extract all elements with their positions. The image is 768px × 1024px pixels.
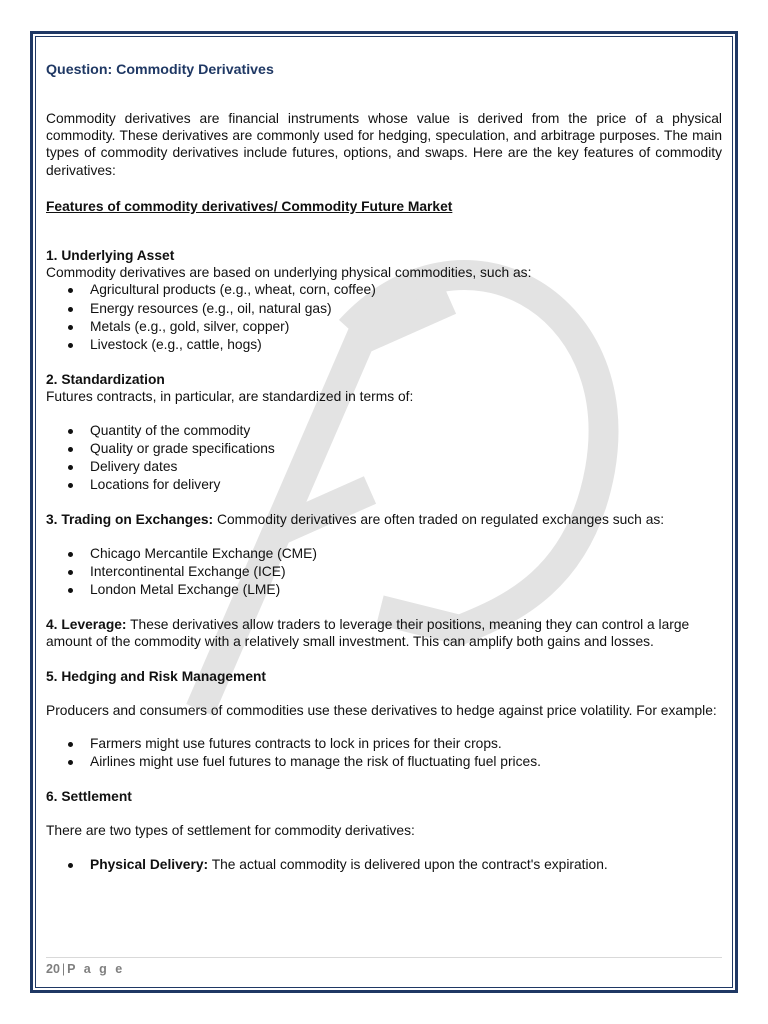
- hedging-text: Producers and consumers of commodities use these derivatives to hedge against price volatility. For example:: [46, 702, 717, 718]
- bullet-icon: [68, 483, 73, 488]
- list-item: Agricultural products (e.g., wheat, corn, coffee): [90, 281, 722, 299]
- bullet-icon: [68, 552, 73, 557]
- list-item: Farmers might use futures contracts to lock in prices for their crops.: [90, 735, 722, 753]
- footer-divider: [46, 957, 722, 958]
- bullet-icon: [68, 570, 73, 575]
- list-item: Physical Delivery: The actual commodity is delivered upon the contract's expiration.: [90, 856, 722, 874]
- standardization-list: [46, 422, 722, 495]
- hedging-heading: 5. Hedging and Risk Management: [46, 668, 267, 684]
- list-item: Energy resources (e.g., oil, natural gas): [90, 300, 722, 318]
- list-item: Locations for delivery: [90, 476, 722, 494]
- underlying-asset-text: Commodity derivatives are based on underlying physical commodities, such as:: [46, 265, 532, 281]
- page-label: P a g e: [67, 962, 125, 976]
- page-title: Question: Commodity Derivatives: [46, 62, 274, 78]
- list-item: Metals (e.g., gold, silver, copper): [90, 318, 722, 336]
- settlement-heading: 6. Settlement: [46, 789, 132, 805]
- trading-exchanges-heading: 3. Trading on Exchanges:: [46, 512, 214, 528]
- list-item: Quantity of the commodity: [90, 422, 722, 440]
- underlying-asset-list: [46, 281, 722, 354]
- bullet-icon: [68, 325, 73, 330]
- list-item: Intercontinental Exchange (ICE): [90, 563, 722, 581]
- list-item: Chicago Mercantile Exchange (CME): [90, 545, 722, 563]
- exchanges-list: [46, 545, 722, 600]
- underlying-asset-heading: 1. Underlying Asset: [46, 248, 175, 264]
- bullet-icon: [68, 465, 73, 470]
- bullet-icon: [68, 307, 73, 312]
- bullet-icon: [68, 742, 73, 747]
- settlement-list: [46, 856, 722, 874]
- bullet-icon: [68, 429, 73, 434]
- list-item: Livestock (e.g., cattle, hogs): [90, 336, 722, 354]
- settlement-text: There are two types of settlement for commodity derivatives:: [46, 823, 415, 839]
- page-number: 20: [46, 962, 60, 976]
- list-item: Airlines might use fuel futures to manage the risk of fluctuating fuel prices.: [90, 753, 722, 771]
- bullet-icon: [68, 343, 73, 348]
- bullet-icon: [68, 760, 73, 765]
- list-item: Quality or grade specifications: [90, 440, 722, 458]
- intro-paragraph: Commodity derivatives are financial instruments whose value is derived from the price of a physical commodity. These derivatives are commonly used for hedging, speculation, and arbitrage purposes. The main types of commodity derivatives include futures, options, and swaps. Here are the key features of commodity derivatives:: [46, 111, 722, 178]
- leverage-heading: 4. Leverage:: [46, 617, 127, 633]
- standardization-heading: 2. Standardization: [46, 372, 165, 388]
- bullet-icon: [68, 447, 73, 452]
- page-footer: [46, 962, 125, 976]
- bullet-icon: [68, 588, 73, 593]
- list-item: London Metal Exchange (LME): [90, 581, 722, 599]
- document-body: [46, 62, 722, 874]
- features-heading: Features of commodity derivatives/ Commodity Future Market: [46, 198, 453, 214]
- list-item: Delivery dates: [90, 458, 722, 476]
- bullet-icon: [68, 288, 73, 293]
- standardization-text: Futures contracts, in particular, are standardized in terms of:: [46, 389, 414, 405]
- leverage-paragraph: 4. Leverage: These derivatives allow traders to leverage their positions, meaning they can control a large amount of the commodity with a relatively small investment. This can amplify both gains and losses.: [46, 617, 690, 650]
- hedging-list: [46, 735, 722, 771]
- footer-separator: |: [61, 962, 66, 976]
- bullet-icon: [68, 863, 73, 868]
- trading-exchanges-paragraph: 3. Trading on Exchanges: Commodity derivatives are often traded on regulated exchanges such as:: [46, 512, 665, 528]
